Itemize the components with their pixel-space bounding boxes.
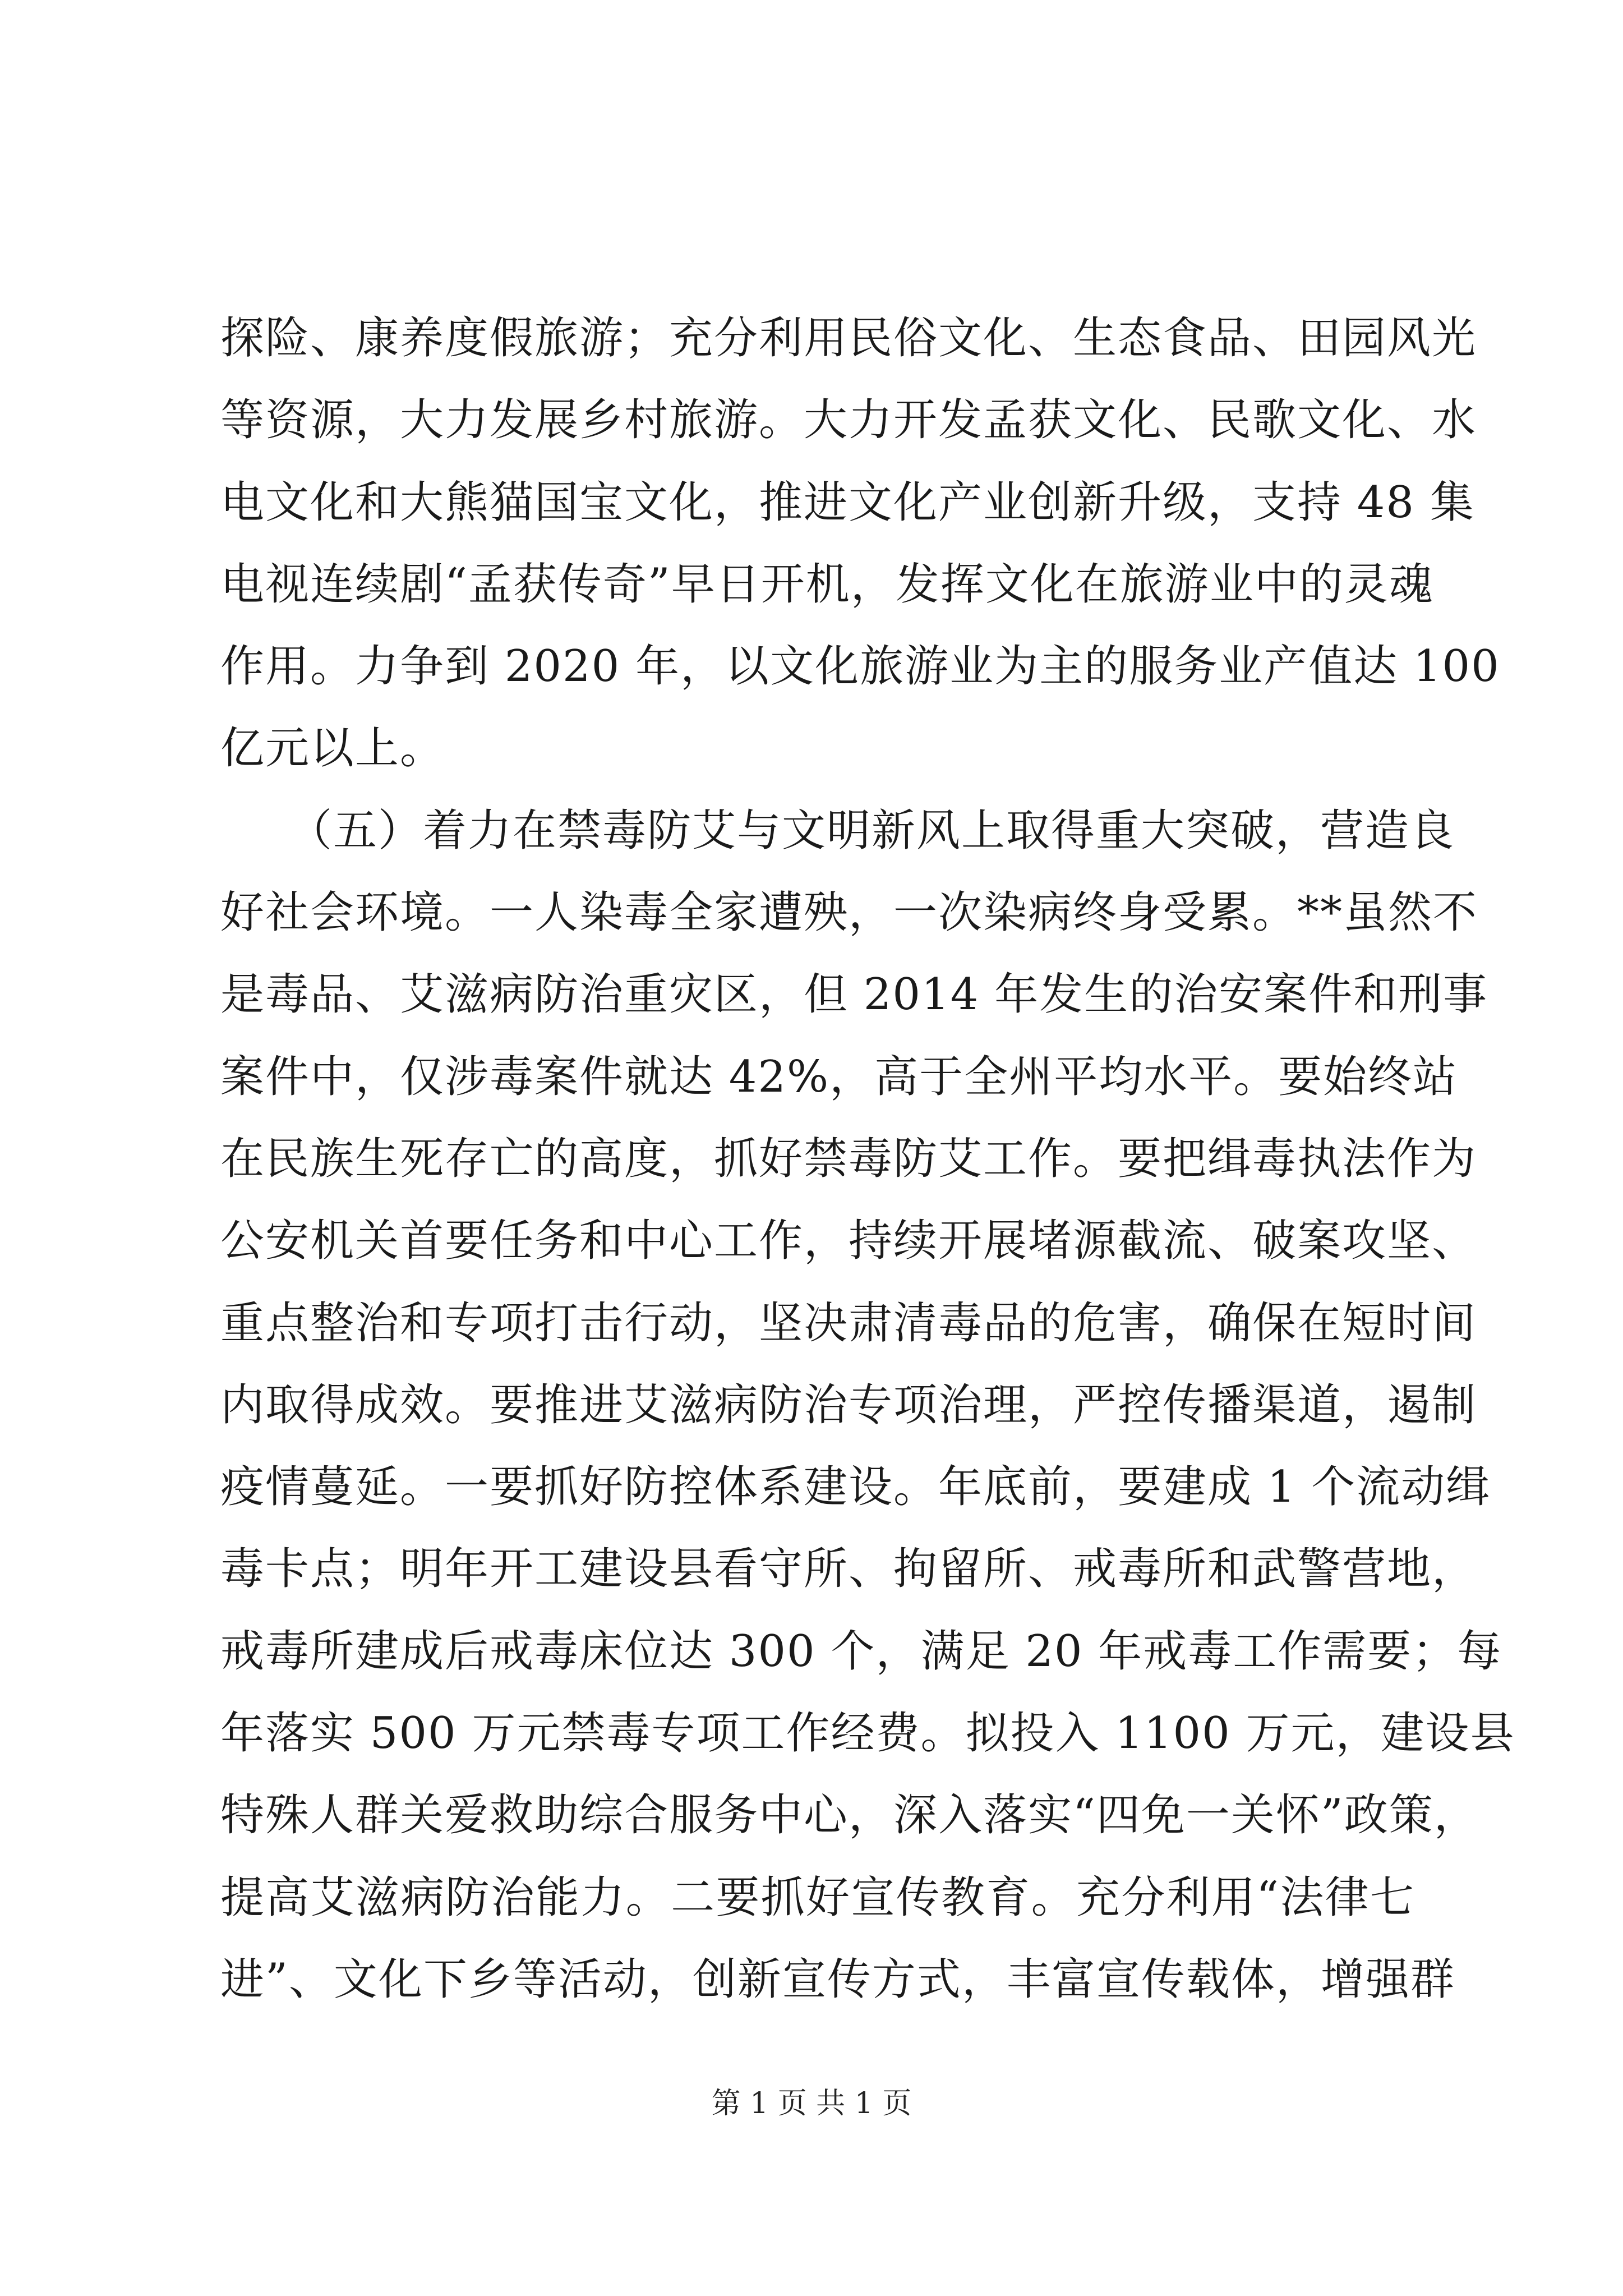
text-line: 在民族生死存亡的高度，抓好禁毒防艾工作。要把缉毒执法作为 <box>220 1133 1477 1184</box>
text-line: 戒毒所建成后戒毒床位达 300 个，满足 20 年戒毒工作需要；每 <box>220 1626 1502 1677</box>
text-line: 作用。力争到 2020 年，以文化旅游业为主的服务业产值达 100 <box>220 641 1500 692</box>
text-line: 案件中，仅涉毒案件就达 42%，高于全州平均水平。要始终站 <box>220 1051 1458 1102</box>
text-line: 等资源，大力发展乡村旅游。大力开发孟获文化、民歌文化、水 <box>220 395 1477 446</box>
text-line: 公安机关首要任务和中心工作，持续开展堵源截流、破案攻坚、 <box>220 1216 1477 1267</box>
text-line: 电文化和大熊猫国宝文化，推进文化产业创新升级，支持 48 集 <box>220 477 1475 528</box>
text-line: 电视连续剧“孟获传奇”早日开机，发挥文化在旅游业中的灵魂 <box>220 559 1434 610</box>
text-line: 是毒品、艾滋病防治重灾区，但 2014 年发生的治安案件和刑事 <box>220 969 1488 1020</box>
text-line: 年落实 500 万元禁毒专项工作经费。拟投入 1100 万元，建设县 <box>220 1708 1515 1759</box>
text-line: 好社会环境。一人染毒全家遭殃，一次染病终身受累。**虽然不 <box>220 887 1478 938</box>
text-line: 进”、文化下乡等活动，创新宣传方式，丰富宣传载体，增强群 <box>220 1954 1455 2005</box>
text-line: 探险、康养度假旅游；充分利用民俗文化、生态食品、田园风光 <box>220 313 1477 364</box>
page-footer <box>0 2081 1623 2126</box>
text-line: 亿元以上。 <box>220 723 445 774</box>
text-line: 疫情蔓延。一要抓好防控体系建设。年底前，要建成 1 个流动缉 <box>220 1462 1491 1513</box>
text-line: 毒卡点；明年开工建设县看守所、拘留所、戒毒所和武警营地， <box>220 1544 1477 1595</box>
text-line: （五）着力在禁毒防艾与文明新风上取得重大突破，营造良 <box>220 805 1455 856</box>
text-line: 重点整治和专项打击行动，坚决肃清毒品的危害，确保在短时间 <box>220 1297 1477 1349</box>
text-line: 特殊人群关爱救助综合服务中心，深入落实“四免一关怀”政策， <box>220 1790 1479 1841</box>
text-line: 内取得成效。要推进艾滋病防治专项治理，严控传播渠道，遏制 <box>220 1379 1477 1430</box>
body-text <box>220 297 1515 2021</box>
text-line: 提高艾滋病防治能力。二要抓好宣传教育。充分利用“法律七 <box>220 1872 1415 1923</box>
page-number: 第 1 页 共 1 页 <box>711 2087 912 2120</box>
